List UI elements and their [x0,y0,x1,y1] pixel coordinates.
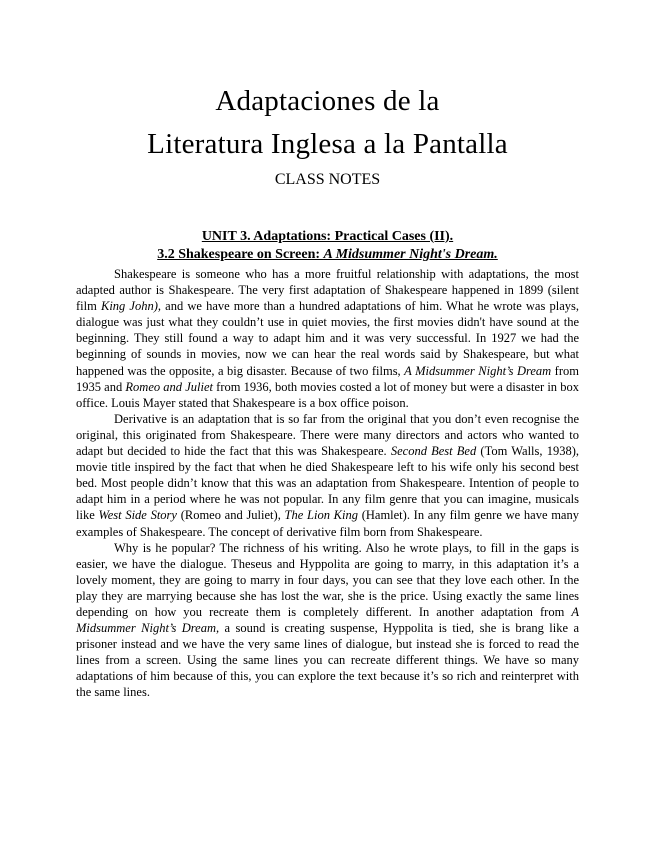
body-text [76,266,579,701]
unit-heading: UNIT 3. Adaptations: Practical Cases (II). [201,229,454,244]
italic-text-run: Romeo and Juliet [125,379,213,394]
text-run: from 1936, both movies costed a lot of money but were a disaster in box office. Louis Mayer stated that Shakespeare is a box office poison. [76,379,579,410]
text-run: and we have more than a hundred adaptations of him. What he wrote was plays, dialogue was just what they couldn’t use in quiet movies, the first movies didn't have sound at the beginning. They still found a way to adapt him and it was very successful. In 1927 we had the beginning of sounds in movies, now we can hear the real words said by Shakespeare, but what happened was the opposite, a big disaster. Because of two films, [76,299,579,378]
document-title-line-1: Adaptaciones de la [215,85,440,117]
italic-text-run: Second Best Bed [390,444,477,459]
text-run: (Romeo and Juliet), [176,508,285,523]
text-run: a sound is creating suspense, Hyppolita is tied, she is brang like a prisoner instead and we have the very same lines of dialogue, but instead she is forced to read the lines from a screen. Using the same lines you can recreate different things. We have so many adaptations of him because of this, you can explore the text because it’s so rich and reinterpret with the same lines. [76,621,579,700]
italic-text-run: A Midsummer Night’s Dream [404,363,552,378]
italic-text-run: West Side Story [98,508,177,523]
paragraph [76,266,579,411]
text-run: (Hamlet). In any film genre we have many examples of Shakespeare. The concept of derivative film born from Shakespeare. [76,508,579,539]
section-heading [0,246,655,264]
text-run: Why is he popular? The richness of his writing. Also he wrote plays, to fill in the gaps is easier, we have the dialogue. Theseus and Hyppolita are going to marry, in this adaptation it’s a lovely moment, they are going to marry in four days, you can see that they love each other. In the play they are marrying because she has lost the war, she is the price. Using exactly the same lines depending on how you recreate them is completely different. In another adaptation from [76,540,579,619]
text-run: from 1935 and [76,363,579,394]
paragraph [76,411,579,540]
document-title-line-2: Literatura Inglesa a la Pantalla [147,128,508,160]
text-run: (Tom Walls, 1938), movie title inspired by the fact that when he died Shakespeare left to his wife only his second best bed. Most people didn’t know that this was an adaptation from Shakespeare. Intention of people to adapt him in a period where he was not popular. In any film genre that you can imagine, musicals like [76,444,579,523]
text-run: Derivative is an adaptation that is so far from the original that you don’t even recognise the original, this originated from Shakespeare. There were many directors and actors who wanted to adapt but decided to hide the fact that this was Shakespeare. [76,411,579,459]
section-heading-prefix: 3.2 Shakespeare on Screen: [157,247,324,262]
section-heading-title: A Midsummer Night's Dream. [323,247,498,262]
text-run: Shakespeare is someone who has a more fruitful relationship with adaptations, the most adapted author is Shakespeare. The very first adaptation of Shakespeare happened in 1899 (silent film [76,267,579,314]
document-subtitle: CLASS NOTES [274,171,381,188]
paragraph [76,540,579,701]
italic-text-run: A Midsummer Night’s Dream, [76,604,579,636]
italic-text-run: King John), [100,299,162,314]
italic-text-run: The Lion King [284,508,358,523]
